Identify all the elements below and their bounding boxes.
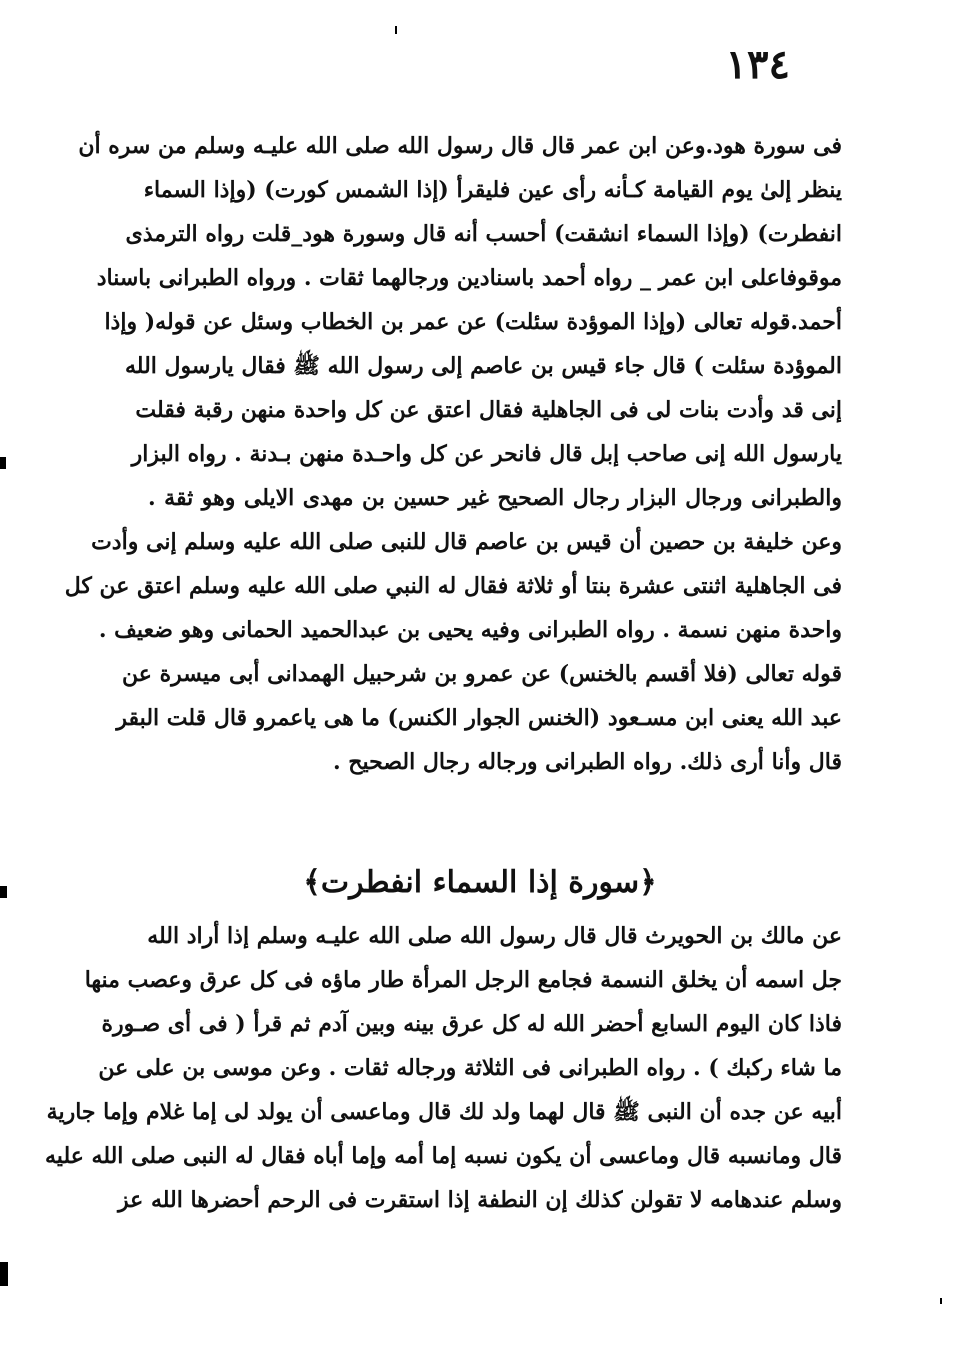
scan-margin-mark — [0, 457, 6, 469]
text-line: أبيه عن جده أن النبى ﷺ قال لهما ولد لك قال وماعسى أن يولد لى إما غلام وإما جارية — [46, 1099, 842, 1125]
scan-margin-mark — [0, 1262, 8, 1286]
text-line: ينظر إلىٰ يوم القيامة كـأنه رأى عين فليقرأ (إذا الشمس كورت) (وإذا السماء — [143, 177, 842, 203]
text-line: انفطرت) (وإذا السماء انشقت) أحسب أنه قال وسورة هود_قلت رواه الترمذى — [125, 221, 842, 247]
scan-speck — [940, 1298, 942, 1304]
text-line: فى سورة هود.وعن ابن عمر قال قال رسول الله صلى الله عليـه وسلم من سره أن — [78, 133, 842, 159]
text-line: فاذا كان اليوم السابع أحضر الله له كل عرق بينه وبين آدم ثم قرأ ( فى أى صـورة — [101, 1011, 842, 1037]
section-heading: ﴿سورة إذا السماء انفطرت﴾ — [303, 865, 657, 900]
scan-margin-mark — [0, 886, 7, 898]
body-text-bottom — [45, 914, 842, 1222]
text-line: موقوفاعلى ابن عمر _ رواه أحمد باسنادين ورجالهما ثقات . ورواه الطبرانى باسناد — [96, 265, 842, 291]
text-line: فى الجاهلية اثنتى عشرة بنتا أو ثلاثة فقال له النبي صلى الله عليه وسلم اعتق عن كل — [64, 573, 842, 599]
text-line: أحمد.قوله تعالى (وإذا الموؤدة سئلت) عن عمر بن الخطاب وسئل عن قوله( وإذا — [104, 309, 842, 335]
page-number: ١٣٤ — [725, 41, 790, 88]
text-line: والطبرانى ورجال البزار رجال الصحيح غير حسين بن مهدى الايلى وهو ثقة . — [148, 485, 842, 511]
scan-speck — [395, 26, 397, 34]
text-line: ما شاء ركبك ) . رواه الطبرانى فى الثلاثة ورجاله ثقات . وعن موسى بن على عن — [98, 1055, 842, 1081]
text-line: الموؤدة سئلت ) قال جاء قيس بن عاصم إلى رسول الله ﷺ فقال يارسول الله — [124, 353, 842, 379]
text-line: عن مالك بن الحويرث قال قال رسول الله صلى الله عليـه وسلم إذا أراد الله — [147, 923, 842, 949]
text-line: إنى قد وأدت بنات لى فى الجاهلية فقال اعتق عن كل واحدة منهن رقبة فقلت — [135, 397, 842, 423]
text-line: قال وأنا أرى ذلك. رواه الطبرانى ورجاله رجال الصحيح . — [332, 749, 842, 775]
text-line: قوله تعالى (فلا أقسم بالخنس) عن عمرو بن شرحبيل الهمدانى أبى ميسرة عن — [122, 661, 842, 687]
text-line: قال ومانسبه قال وماعسى أن يكون نسبه إما أمه وإما أباه فقال له النبى صلى الله عليه — [45, 1143, 842, 1169]
text-line: وعن خليفة بن حصين أن قيس بن عاصم قال للنبى صلى الله عليه وسلم إنى وأدت — [91, 529, 842, 555]
text-line: عبد الله يعنى ابن مسـعود (الخنس الجوار الكنس) ما هى ياعمرو قال قلت البقر — [116, 705, 842, 731]
body-text-top — [64, 124, 842, 784]
text-line: وسلم عندهامه لا تقولن كذلك إن النطفة إذا استقرت فى الرحم أحضرها الله عز — [118, 1187, 842, 1213]
text-line: واحدة منهن نسمة . رواه الطبرانى وفيه يحيى بن عبدالحميد الحمانى وهو ضعيف . — [98, 617, 842, 643]
text-line: جل اسمه أن يخلق النسمة فجامع الرجل المرأة طار ماؤه فى كل عرق وعصب منها — [84, 967, 842, 993]
text-line: يارسول الله إنى صاحب إبل قال فانحر عن كل واحـدة منهن بـدنة . رواه البزار — [131, 441, 842, 467]
